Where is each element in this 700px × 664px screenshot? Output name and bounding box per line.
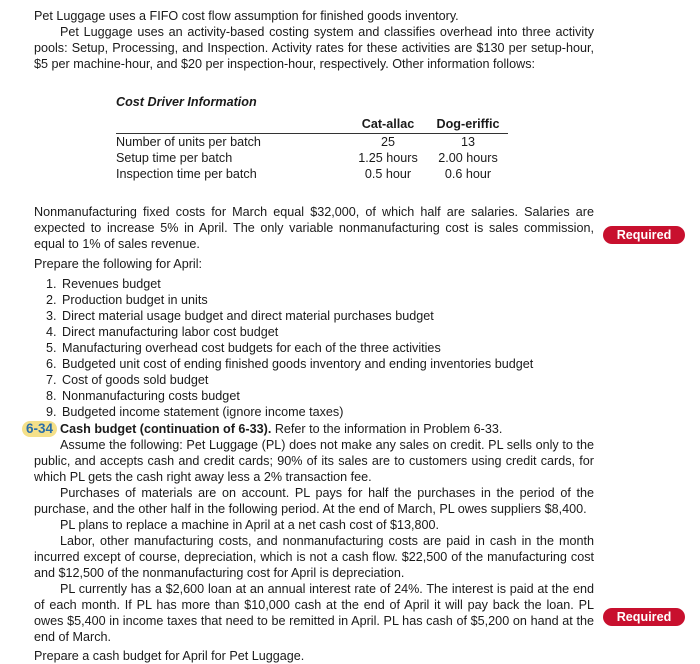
- problem-loan: PL currently has a $2,600 loan at an annual interest rate of 24%. The interest is paid at the end of each month. If PL has more than $10,000 cash at the end of April it will pay back the loan. PL owes $5,400 in income taxes that need to be remitted in April. PL has cash of $5,200 on hand at the end of March.: [34, 582, 594, 644]
- nonmanufacturing-costs-text: Nonmanufacturing fixed costs for March equal $32,000, of which half are salaries. Salaries are expected to increase 5% in April. The only variable nonmanufacturing cost is sales commission, equal to 1% of sales revenue.: [34, 205, 594, 251]
- list-item: 3. Direct material usage budget and direct material purchases budget: [60, 308, 594, 324]
- table-row: [116, 166, 508, 182]
- row-label: Setup time per batch: [116, 151, 233, 165]
- required-list: [34, 276, 594, 420]
- problem-assumptions: Assume the following: Pet Luggage (PL) does not make any sales on credit. PL sells only to the public, and accepts cash and credit cards; 90% of its sales are to customers using credit cards, for which PL gets the cash right away less a 2% transaction fee.: [34, 438, 594, 484]
- row-label: Number of units per batch: [116, 135, 261, 149]
- prepare-april-text: Prepare the following for April:: [34, 257, 203, 271]
- cell-value: 0.6 hour: [444, 167, 492, 181]
- cell-value: 1.25 hours: [358, 151, 418, 165]
- intro-abc: Pet Luggage uses an activity-based costing system and classifies overhead into three activity pools: Setup, Processing, and Inspection. Activity rates for these activities are $130 per setup-hour, $5 per machine-hour, and $20 per inspection-hour, respectively. Other information follows:: [34, 25, 594, 71]
- problem-labor: Labor, other manufacturing costs, and nonmanufacturing costs are paid in cash in the month incurred except of course, depreciation, which is not a cash flow. $22,500 of the manufacturing cost and $12,500 of the nonmanufacturing cost for April is depreciation.: [34, 534, 594, 580]
- table-header-blank: [116, 116, 348, 134]
- intro-fifo: Pet Luggage uses a FIFO cost flow assumption for finished goods inventory.: [34, 9, 459, 23]
- row-label: Inspection time per batch: [116, 167, 257, 181]
- list-item: 2. Production budget in units: [60, 292, 594, 308]
- problem-title-rest: Refer to the information in Problem 6-33.: [271, 422, 503, 436]
- cost-driver-title: Cost Driver Information: [116, 95, 257, 109]
- list-item: 6. Budgeted unit cost of ending finished goods inventory and ending inventories budget: [60, 356, 594, 372]
- problem-prepare: Prepare a cash budget for April for Pet Luggage.: [34, 649, 305, 663]
- list-item: 4. Direct manufacturing labor cost budget: [60, 324, 594, 340]
- problem-title: Cash budget (continuation of 6-33).: [60, 422, 272, 436]
- list-item: 7. Cost of goods sold budget: [60, 372, 594, 388]
- cell-value: 2.00 hours: [438, 151, 498, 165]
- cell-value: 0.5 hour: [364, 167, 412, 181]
- list-item: 9. Budgeted income statement (ignore income taxes): [60, 404, 594, 420]
- required-badge[interactable]: Required: [603, 608, 685, 626]
- problem-purchases: Purchases of materials are on account. PL pays for half the purchases in the period of the purchase, and the other half in the following period. At the end of March, PL owes suppliers $8,400.: [34, 486, 594, 516]
- table-header-dog-eriffic: Dog-eriffic: [428, 116, 508, 134]
- cost-driver-table: [116, 116, 508, 182]
- document-body: [26, 8, 594, 664]
- cell-value: 13: [460, 135, 475, 149]
- table-header-cat-allac: Cat-allac: [348, 116, 428, 134]
- list-item: 8. Nonmanufacturing costs budget: [60, 388, 594, 404]
- list-item: 1. Revenues budget: [60, 276, 594, 292]
- problem-number: 6-34: [22, 421, 57, 437]
- table-row: [116, 150, 508, 166]
- problem-machine: PL plans to replace a machine in April at a net cash cost of $13,800.: [60, 518, 439, 532]
- list-item: 5. Manufacturing overhead cost budgets for each of the three activities: [60, 340, 594, 356]
- problem-heading: [26, 421, 594, 437]
- cell-value: 25: [380, 135, 395, 149]
- required-badge[interactable]: Required: [603, 226, 685, 244]
- table-row: [116, 134, 508, 151]
